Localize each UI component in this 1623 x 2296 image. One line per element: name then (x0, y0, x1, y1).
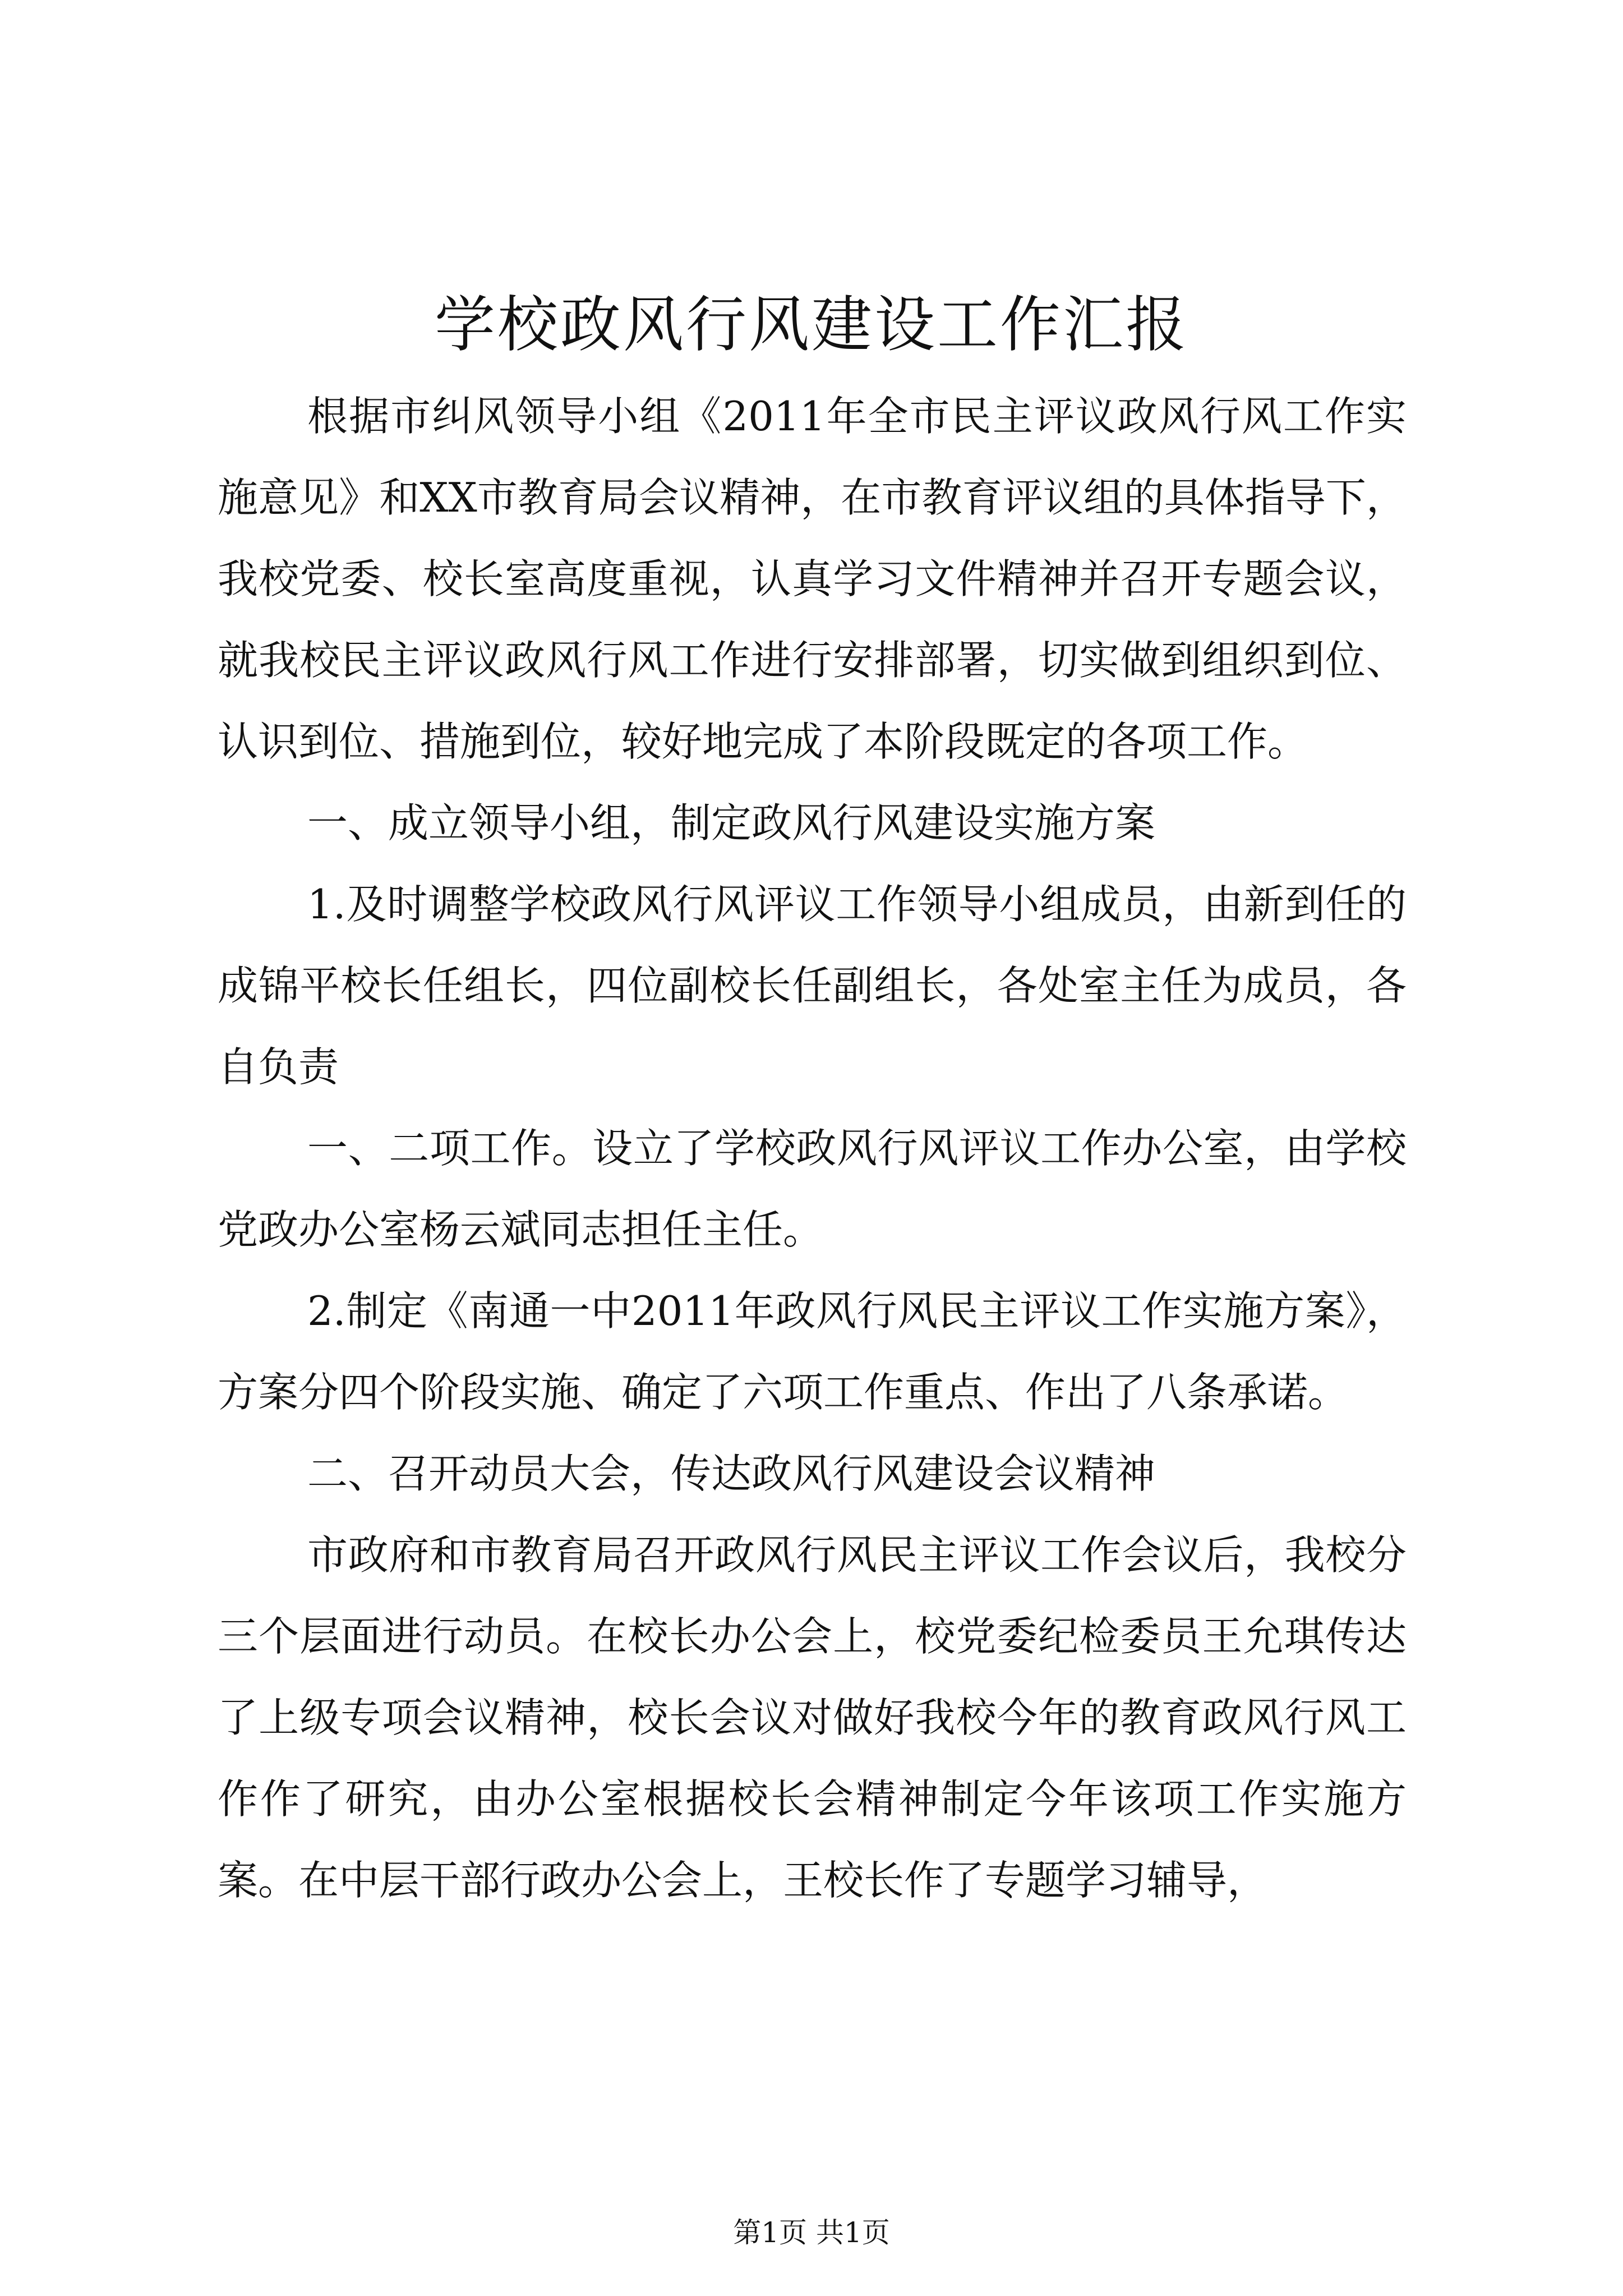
paragraph-item-2: 2.制定《南通一中2011年政风行风民主评议工作实施方案》，方案分四个阶段实施、确定了六项工作重点、作出了八条承诺。 (218, 1287, 1407, 1416)
section-heading-2: 二、召开动员大会，传达政风行风建设会议精神 (307, 1450, 1156, 1497)
paragraph-intro: 根据市纠风领导小组《2011年全市民主评议政风行风工作实施意见》和XX市教育局会议精神，在市教育评议组的具体指导下，我校党委、校长室高度重视，认真学习文件精神并召开专题会议，就我校民主评议政风行风工作进行安排部署，切实做到组织到位、认识到位、措施到位，较好地完成了本阶段既定的各项工作。 (218, 393, 1407, 765)
paragraph-item-1-continued: 一、二项工作。设立了学校政风行风评议工作办公室，由学校党政办公室杨云斌同志担任主任。 (218, 1125, 1407, 1253)
document-body (218, 376, 1407, 1921)
document-title: 学校政风行风建设工作汇报 (434, 290, 1188, 360)
paragraph-item-1: 1.及时调整学校政风行风评议工作领导小组成员，由新到任的成锦平校长任组长，四位副校长任副组长，各处室主任为成员，各自负责 (218, 881, 1407, 1091)
paragraph-mobilization: 市政府和市教育局召开政风行风民主评议工作会议后，我校分三个层面进行动员。在校长办公会上，校党委纪检委员王允琪传达了上级专项会议精神，校长会议对做好我校今年的教育政风行风工作作了研究，由办公室根据校长会精神制定今年该项工作实施方案。在中层干部行政办公会上，王校长作了专题学习辅导， (218, 1531, 1407, 1904)
section-heading-1: 一、成立领导小组，制定政风行风建设实施方案 (307, 799, 1156, 846)
page-footer: 第1页 共1页 (733, 2216, 890, 2249)
